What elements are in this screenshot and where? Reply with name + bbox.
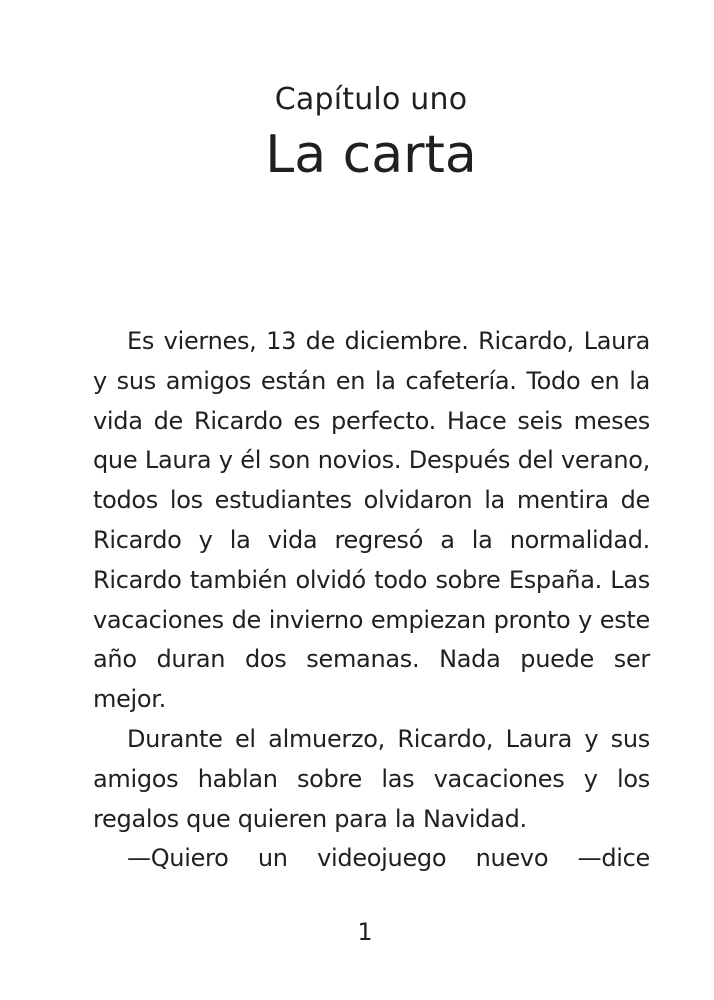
chapter-title: La carta bbox=[265, 125, 477, 185]
paragraph: —Quiero un videojuego nuevo —dice bbox=[127, 844, 650, 873]
chapter-number: Capítulo uno bbox=[274, 82, 468, 117]
paragraph: Es viernes, 13 de diciembre. Ricardo, Laura y sus amigos están en la cafetería. Todo en la vida de Ricardo es perfecto. Hace seis meses que Laura y él son novios. Después del verano, todos los estudiantes olvidaron la mentira de Ricardo y la vida regresó a la normalidad. Ricardo también olvidó todo sobre España. Las vacaciones de invierno empiezan pronto y este año duran dos semanas. Nada puede ser mejor. bbox=[93, 327, 650, 714]
page-number: 1 bbox=[357, 918, 373, 946]
chapter-header bbox=[0, 78, 714, 188]
paragraph: Durante el almuerzo, Ricardo, Laura y sus amigos hablan sobre las vacaciones y los regalos que quieren para la Navidad. bbox=[93, 724, 650, 833]
chapter-body bbox=[93, 322, 650, 879]
